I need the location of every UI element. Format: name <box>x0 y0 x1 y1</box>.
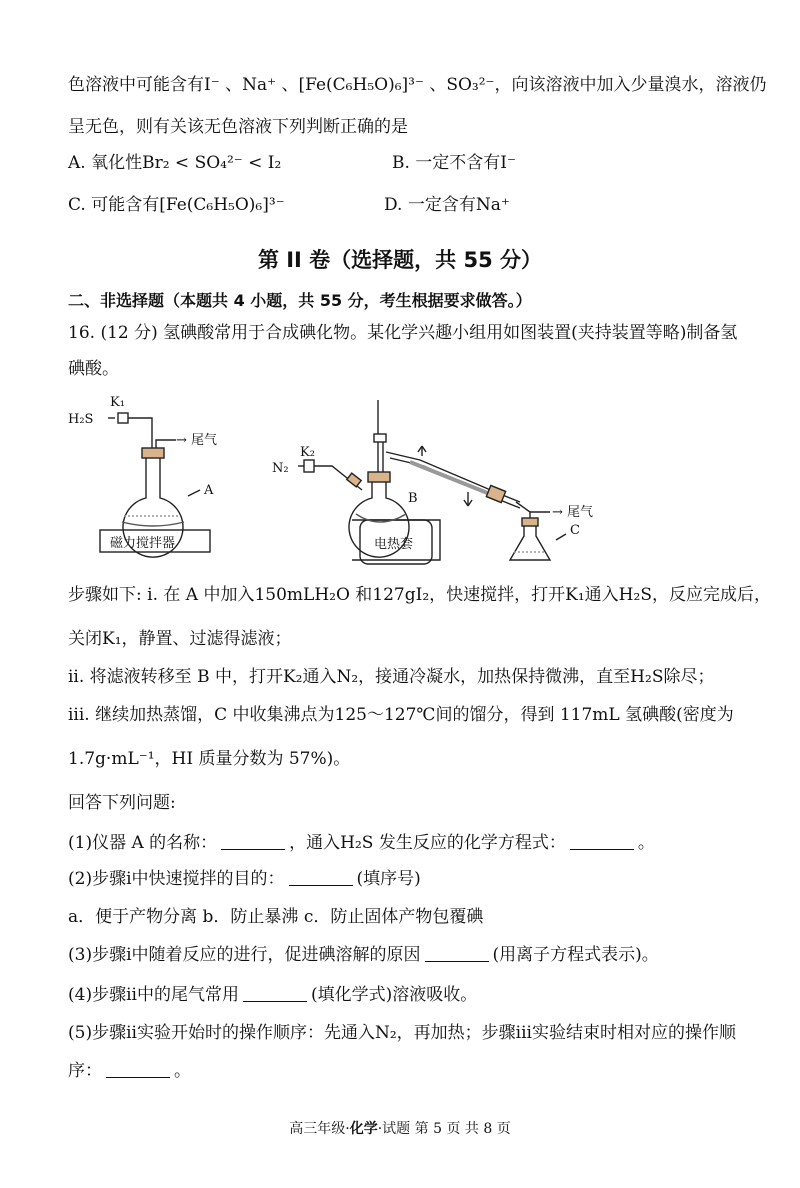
label-stirrer: 磁力搅拌器 <box>110 536 176 551</box>
label-exhaust-c: → 尾气 <box>552 505 594 520</box>
q3-text-b: (用离子方程式表示)。 <box>492 945 659 965</box>
q1-text-a: (1)仪器 A 的名称： <box>68 833 218 853</box>
flask-c <box>510 518 566 560</box>
question-5-line-2 <box>68 1058 191 1084</box>
page-footer <box>0 1118 800 1138</box>
q2-blank[interactable] <box>289 867 353 886</box>
label-h2s-inlet: H₂S <box>68 412 94 427</box>
step-1-line-1: 步骤如下: i. 在 A 中加入150mLH₂O 和127gI₂，快速搅拌，打开K₁通入H₂S，反应完成后， <box>68 585 771 605</box>
section-subtitle: 二、非选择题（本题共 4 小题，共 55 分，考生根据要求做答。） <box>68 291 532 310</box>
q16-line-2: 碘酸。 <box>68 359 119 379</box>
questions-header: 回答下列问题: <box>68 793 176 813</box>
q2-options: a．便于产物分离 b．防止暴沸 c．防止固体产物包覆碘 <box>68 907 484 927</box>
q5-text-b: 序： <box>68 1061 102 1081</box>
q2-text-b: (填序号) <box>356 869 421 889</box>
q5-blank[interactable] <box>106 1059 170 1078</box>
option-a: A. 氧化性Br₂ < SO₄²⁻ < I₂ <box>68 153 282 173</box>
footer-page: ·试题 第 5 页 共 8 页 <box>377 1121 511 1137</box>
q1-text-b: ，通入H₂S 发生反应的化学方程式： <box>289 833 566 853</box>
q2-text-a: (2)步骤i中快速搅拌的目的： <box>68 869 285 889</box>
question-5-line-1: (5)步骤ii实验开始时的操作顺序：先通入N₂，再加热；步骤iii实验结束时相对应的操作顺 <box>68 1023 736 1043</box>
question-4 <box>68 982 477 1008</box>
q4-blank[interactable] <box>243 983 307 1002</box>
option-b: B. 一定不含有I⁻ <box>392 153 516 173</box>
footer-subject: 化学 <box>349 1121 378 1137</box>
label-k2: K₂ <box>300 445 315 460</box>
q1-blank-1[interactable] <box>221 831 285 850</box>
option-c: C. 可能含有[Fe(C₆H₅O)₆]³⁻ <box>68 195 285 215</box>
label-c: C <box>570 523 580 538</box>
intro-line-2: 呈无色，则有关该无色溶液下列判断正确的是 <box>68 117 408 137</box>
step-2: ii. 将滤液转移至 B 中，打开K₂通入N₂，接通冷凝水，加热保持微沸，直至H₂S除尽； <box>68 667 715 687</box>
label-k1: K₁ <box>110 395 125 410</box>
question-3 <box>68 942 659 968</box>
flask-b <box>298 400 550 564</box>
q4-text-b: (填化学式)溶液吸收。 <box>310 985 478 1005</box>
question-1 <box>68 830 655 856</box>
q5-text-c: 。 <box>174 1061 191 1081</box>
question-2 <box>68 866 421 892</box>
apparatus-diagram <box>60 390 620 566</box>
step-3-line-1: iii. 继续加热蒸馏，C 中收集沸点为125～127℃间的馏分，得到 117mL 氢碘酸(密度为 <box>68 705 734 725</box>
q4-text-a: (4)步骤ii中的尾气常用 <box>68 985 239 1005</box>
q1-blank-2[interactable] <box>570 831 634 850</box>
label-a: A <box>204 483 214 498</box>
intro-line-1: 色溶液中可能含有I⁻ 、Na⁺ 、[Fe(C₆H₅O)₆]³⁻ 、SO₃²⁻，向该溶液中加入少量溴水，溶液仍 <box>68 75 767 95</box>
q3-text-a: (3)步骤i中随着反应的进行，促进碘溶解的原因 <box>68 945 421 965</box>
label-b: B <box>408 491 418 506</box>
label-exhaust-a: → 尾气 <box>176 433 218 448</box>
q1-text-c: 。 <box>637 833 655 853</box>
label-heater: 电热套 <box>374 537 414 552</box>
step-3-line-2: 1.7g·mL⁻¹，HI 质量分数为 57%)。 <box>68 749 351 769</box>
footer-grade: 高三年级· <box>289 1121 350 1137</box>
q3-blank[interactable] <box>425 943 489 962</box>
step-1-line-2: 关闭K₁，静置、过滤得滤液； <box>68 629 292 649</box>
option-d: D. 一定含有Na⁺ <box>384 195 510 215</box>
section-title: 第 II 卷（选择题，共 55 分） <box>257 248 543 272</box>
q16-line-1: 16. (12 分) 氢碘酸常用于合成碘化物。某化学兴趣小组用如图装置(夹持装置等略)制备氢 <box>68 323 738 343</box>
label-n2-inlet: N₂ <box>272 461 289 476</box>
